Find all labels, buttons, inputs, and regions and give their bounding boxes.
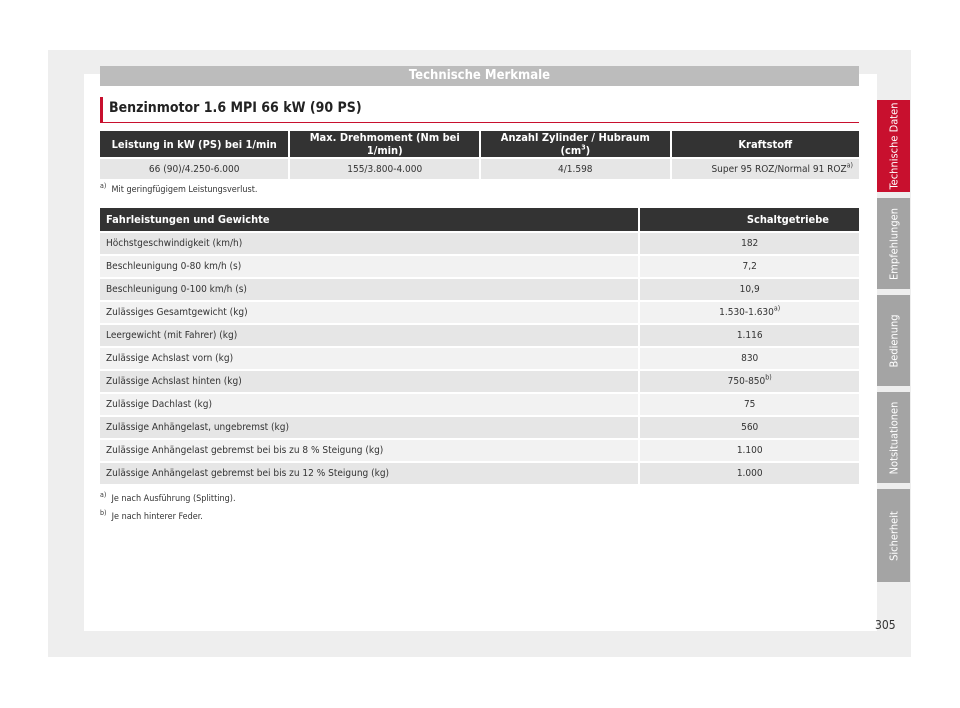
row-label: Zulässige Achslast vorn (kg) (100, 348, 638, 369)
column-header: Schaltgetriebe (640, 208, 859, 231)
tab-empfehlungen[interactable] (877, 198, 910, 289)
page-number: 305 (875, 618, 896, 632)
footnote-ref: a) (846, 161, 853, 170)
table-row (100, 279, 859, 300)
engine-table (98, 129, 861, 181)
value-text: 10,9 (739, 284, 760, 295)
performance-table (98, 206, 861, 486)
footnote (100, 491, 236, 504)
tab-label: Notsituationen (887, 401, 900, 474)
table-row (100, 233, 859, 254)
table-cell (672, 159, 860, 179)
footnote-text: Mit geringfügigem Leistungsverlust. (111, 185, 258, 195)
value-text: 182 (741, 238, 759, 249)
row-value (640, 279, 859, 300)
tab-sicherheit[interactable] (877, 489, 910, 582)
row-value (640, 394, 859, 415)
footnote-text: Je nach Ausführung (Splitting). (111, 494, 236, 504)
row-label: Zulässiges Gesamtgewicht (kg) (100, 302, 638, 323)
performance-table-body (100, 233, 859, 484)
footnote-mark: a) (100, 182, 107, 190)
footnote (100, 509, 203, 522)
row-value (640, 256, 859, 277)
footnote-ref: b) (765, 373, 772, 382)
row-value (640, 417, 859, 438)
value-text: 560 (741, 422, 759, 433)
section-header: Technische Merkmale (100, 66, 859, 86)
table-cell: 66 (90)/4.250-6.000 (100, 159, 288, 179)
tab-technische-daten[interactable] (877, 100, 910, 192)
row-label: Zulässige Anhängelast gebremst bei bis zu 8 % Steigung (kg) (100, 440, 638, 461)
value-text: 1.100 (736, 445, 763, 456)
row-value (640, 302, 859, 323)
value-text: 1.116 (736, 330, 763, 341)
table-cell: 155/3.800-4.000 (290, 159, 479, 179)
row-label: Höchstgeschwindigkeit (km/h) (100, 233, 638, 254)
table-row (100, 325, 859, 346)
footnote-mark: a) (100, 491, 107, 499)
row-label: Beschleunigung 0-80 km/h (s) (100, 256, 638, 277)
footnote-text: Je nach hinterer Feder. (111, 512, 203, 522)
row-label: Leergewicht (mit Fahrer) (kg) (100, 325, 638, 346)
value-text: 75 (743, 399, 756, 410)
table-row (100, 371, 859, 392)
table-row (100, 256, 859, 277)
row-label: Zulässige Dachlast (kg) (100, 394, 638, 415)
engine-table-header (100, 131, 859, 157)
tab-bedienung[interactable] (877, 295, 910, 386)
table-row (100, 348, 859, 369)
row-value (640, 233, 859, 254)
superscript: 3 (581, 143, 586, 152)
row-value (640, 325, 859, 346)
column-header (481, 131, 669, 157)
row-value (640, 440, 859, 461)
tab-label: Sicherheit (887, 510, 900, 561)
tab-label: Bedienung (887, 313, 900, 368)
footnote-ref: a) (773, 304, 781, 313)
value-text: 1.000 (736, 468, 763, 479)
row-value (640, 348, 859, 369)
value-text: 1.530-1.630 (719, 307, 774, 318)
table-row (100, 394, 859, 415)
page-title: Benzinmotor 1.6 MPI 66 kW (90 PS) (100, 97, 859, 123)
table-cell: 4/1.598 (481, 159, 669, 179)
tab-notsituationen[interactable] (877, 392, 910, 483)
table-row (100, 159, 859, 179)
column-header-text: Anzahl Zylinder / Hubraum (cm (500, 131, 650, 157)
cell-text: Super 95 ROZ/Normal 91 ROZ (711, 163, 847, 175)
column-header-suffix: ) (585, 144, 591, 157)
column-header: Fahrleistungen und Gewichte (100, 208, 638, 231)
row-label: Zulässige Achslast hinten (kg) (100, 371, 638, 392)
value-text: 750-850 (727, 376, 766, 387)
row-label: Zulässige Anhängelast gebremst bei bis zu 12 % Steigung (kg) (100, 463, 638, 484)
row-label: Beschleunigung 0-100 km/h (s) (100, 279, 638, 300)
table-row (100, 463, 859, 484)
row-value (640, 463, 859, 484)
footnote-mark: b) (100, 509, 107, 517)
performance-table-header (100, 208, 859, 231)
column-header: Kraftstoff (672, 131, 860, 157)
tab-label: Empfehlungen (887, 207, 900, 280)
row-value (640, 371, 859, 392)
table-row (100, 417, 859, 438)
column-header: Leistung in kW (PS) bei 1/min (100, 131, 288, 157)
table-row (100, 302, 859, 323)
table-row (100, 440, 859, 461)
footnote (100, 182, 258, 195)
value-text: 830 (741, 353, 759, 364)
column-header: Max. Drehmoment (Nm bei 1/min) (290, 131, 479, 157)
value-text: 7,2 (742, 261, 757, 272)
row-label: Zulässige Anhängelast, ungebremst (kg) (100, 417, 638, 438)
tab-label: Technische Daten (887, 102, 900, 190)
